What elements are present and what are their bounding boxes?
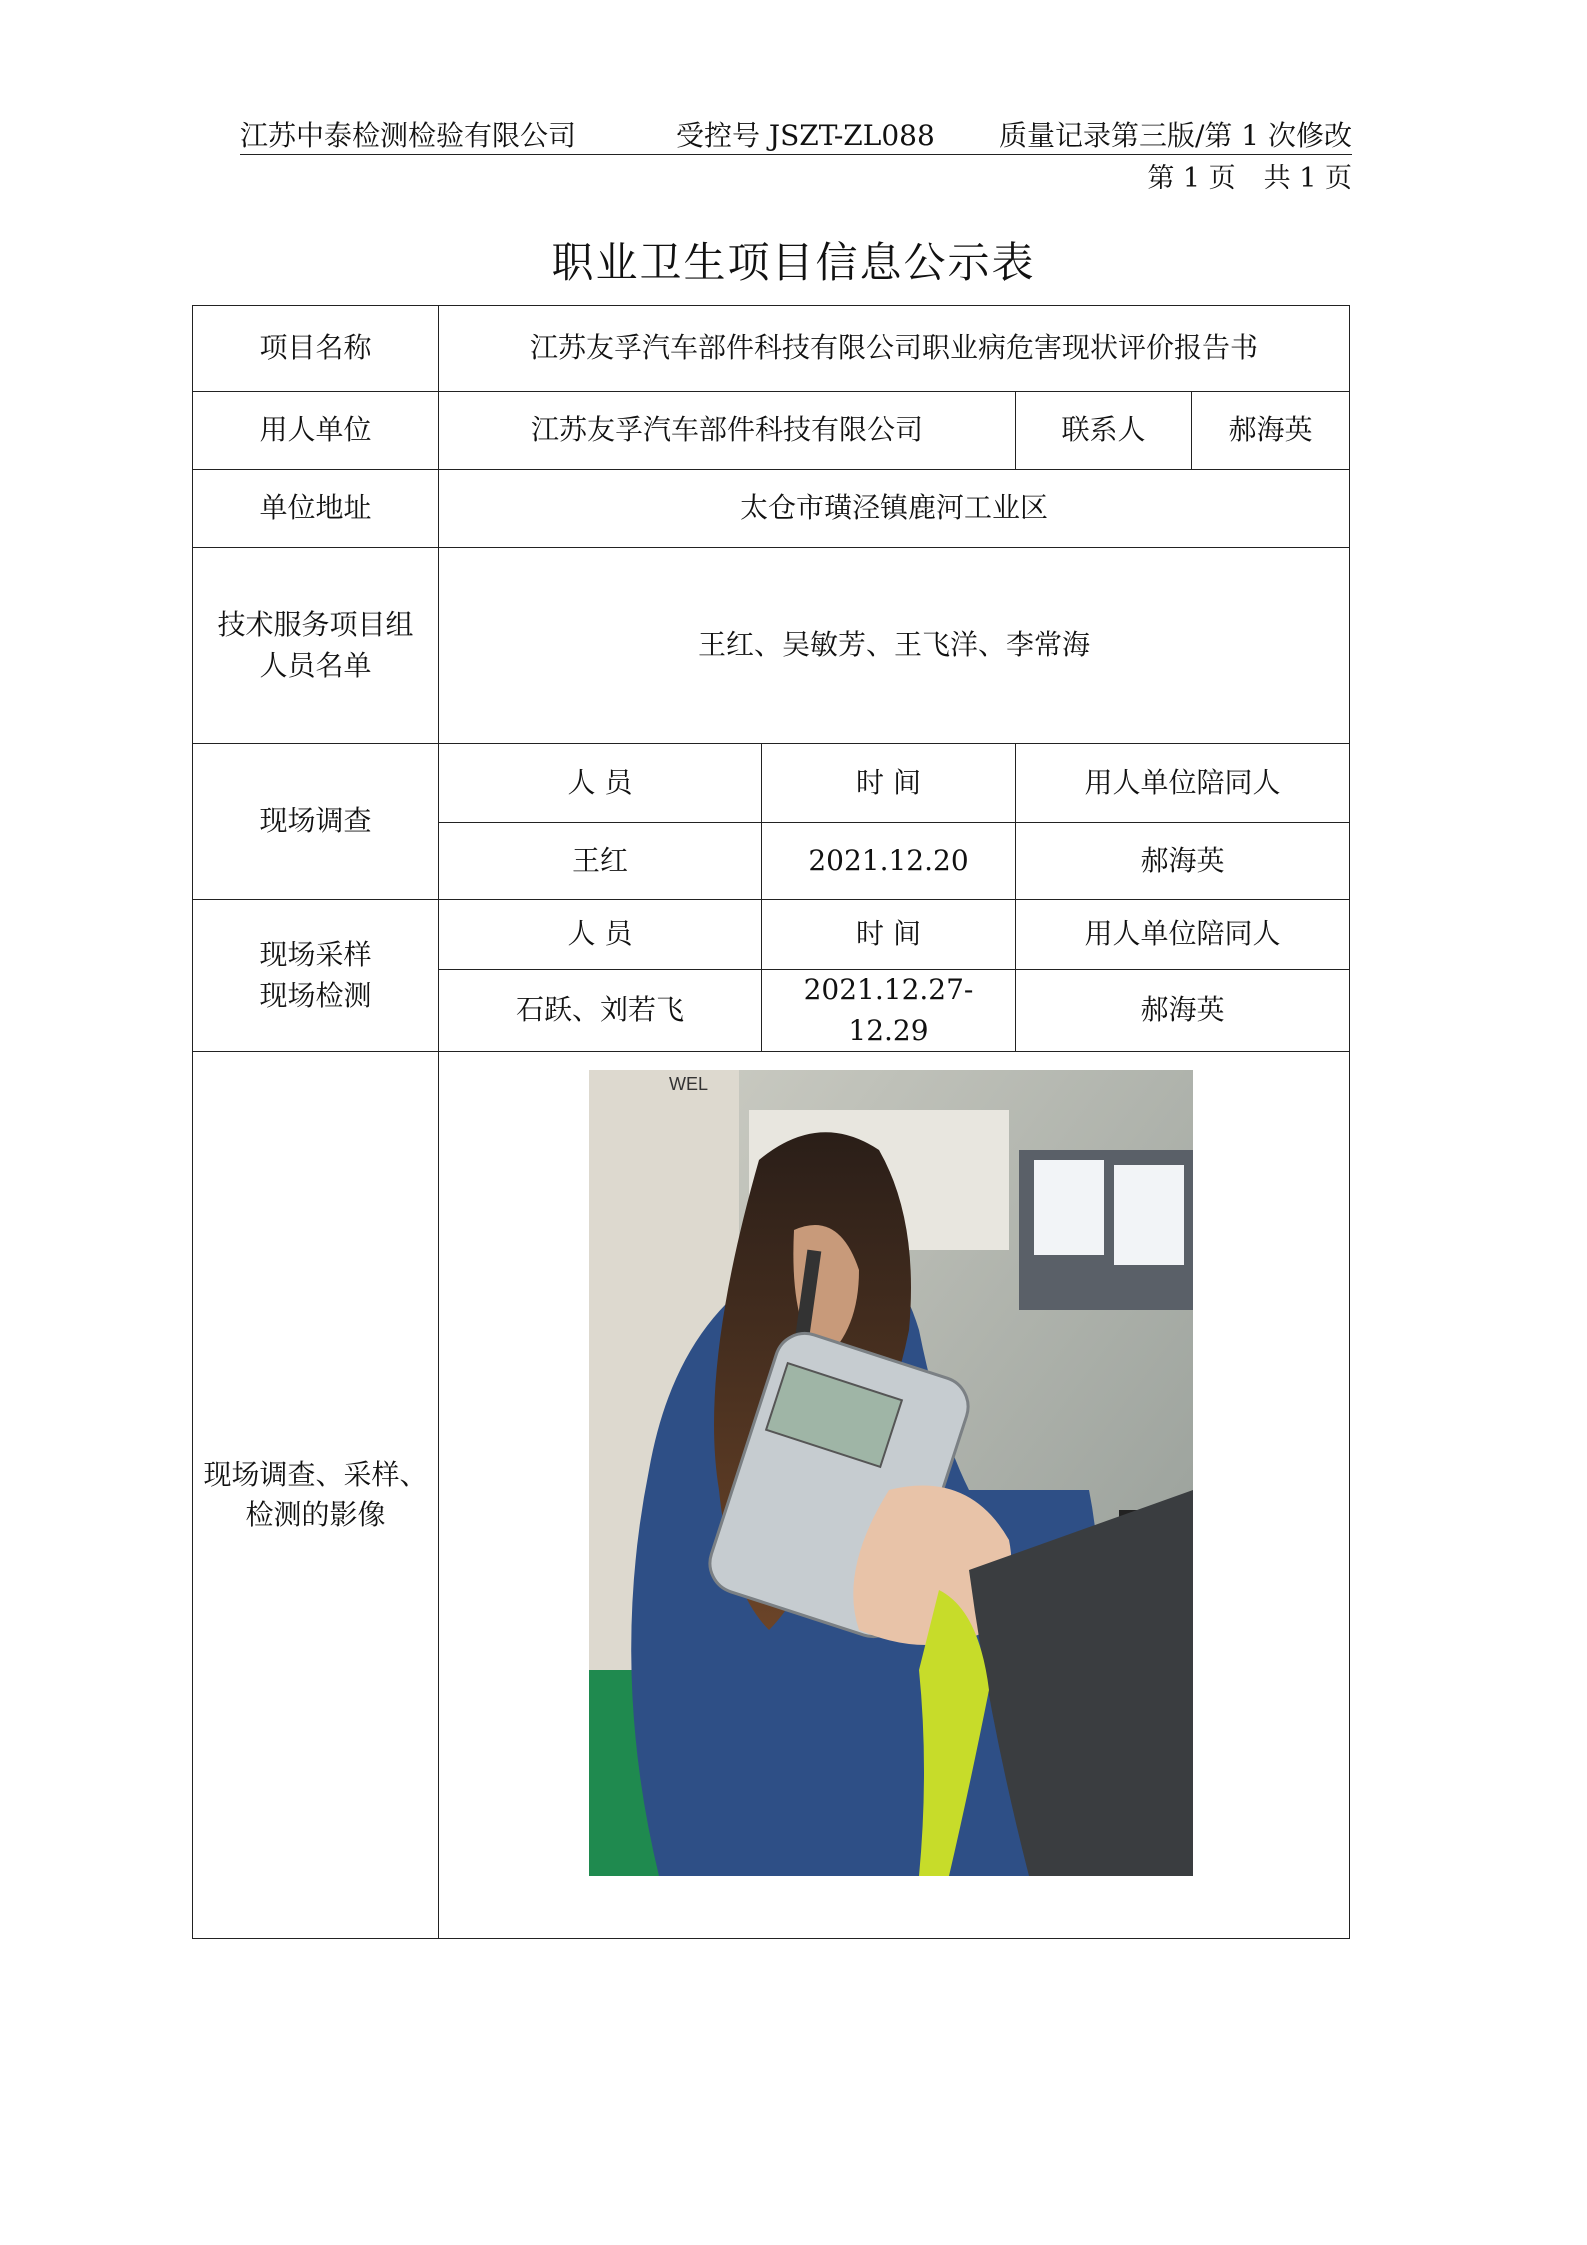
page-number: 第 1 页 bbox=[1147, 163, 1236, 194]
document-title: 职业卫生项目信息公示表 bbox=[551, 238, 1036, 287]
team-label-line2: 人员名单 bbox=[259, 648, 372, 682]
survey-col-personnel: 人 员 bbox=[439, 744, 762, 823]
address-value: 太仓市璜泾镇鹿河工业区 bbox=[439, 470, 1350, 548]
sampling-label bbox=[193, 900, 439, 1052]
team-label bbox=[193, 548, 439, 744]
image-label bbox=[193, 1052, 439, 1939]
image-label-line2: 检测的影像 bbox=[245, 1498, 386, 1532]
survey-col-escort: 用人单位陪同人 bbox=[1016, 744, 1350, 823]
page-numbering bbox=[1147, 156, 1352, 195]
page-header bbox=[240, 110, 1352, 155]
team-label-line1: 技术服务项目组 bbox=[217, 607, 414, 641]
row-team bbox=[193, 548, 1350, 744]
survey-col-time: 时 间 bbox=[762, 744, 1016, 823]
image-label-line1: 现场调查、采样、 bbox=[203, 1457, 428, 1491]
contact-value: 郝海英 bbox=[1192, 392, 1350, 470]
company-name: 江苏中泰检测检验有限公司 bbox=[240, 119, 577, 152]
survey-escort: 郝海英 bbox=[1016, 823, 1350, 900]
employer-value: 江苏友孚汽车部件科技有限公司 bbox=[439, 392, 1016, 470]
row-address bbox=[193, 470, 1350, 548]
survey-personnel: 王红 bbox=[439, 823, 762, 900]
page-total: 共 1 页 bbox=[1263, 163, 1352, 194]
project-name-label: 项目名称 bbox=[193, 306, 439, 392]
site-photo bbox=[589, 1070, 1193, 1876]
sampling-col-personnel: 人 员 bbox=[439, 900, 762, 970]
team-members: 王红、吴敏芳、王飞洋、李常海 bbox=[439, 548, 1350, 744]
survey-label: 现场调查 bbox=[193, 744, 439, 900]
contact-label: 联系人 bbox=[1016, 392, 1192, 470]
photo-wrap bbox=[439, 1052, 1349, 1938]
row-project-name bbox=[193, 306, 1350, 392]
sampling-escort: 郝海英 bbox=[1016, 970, 1350, 1052]
sampling-label-line2: 现场检测 bbox=[259, 978, 372, 1012]
wall-text: WEL bbox=[669, 1074, 709, 1095]
employer-label: 用人单位 bbox=[193, 392, 439, 470]
survey-time: 2021.12.20 bbox=[762, 823, 1016, 900]
sampling-personnel: 石跃、刘若飞 bbox=[439, 970, 762, 1052]
sampling-col-time: 时 间 bbox=[762, 900, 1016, 970]
sampling-time: 2021.12.27-12.29 bbox=[762, 970, 1016, 1052]
project-name-value: 江苏友孚汽车部件科技有限公司职业病危害现状评价报告书 bbox=[439, 306, 1350, 392]
control-number: 受控号 JSZT-ZL088 bbox=[676, 119, 935, 152]
info-table bbox=[192, 305, 1350, 1939]
image-cell bbox=[439, 1052, 1350, 1939]
row-employer bbox=[193, 392, 1350, 470]
edition-info: 质量记录第三版/第 1 次修改 bbox=[998, 119, 1352, 152]
row-survey-head bbox=[193, 744, 1350, 823]
address-label: 单位地址 bbox=[193, 470, 439, 548]
sampling-label-line1: 现场采样 bbox=[259, 938, 372, 971]
row-images bbox=[193, 1052, 1350, 1939]
sampling-col-escort: 用人单位陪同人 bbox=[1016, 900, 1350, 970]
row-sampling-head bbox=[193, 900, 1350, 970]
